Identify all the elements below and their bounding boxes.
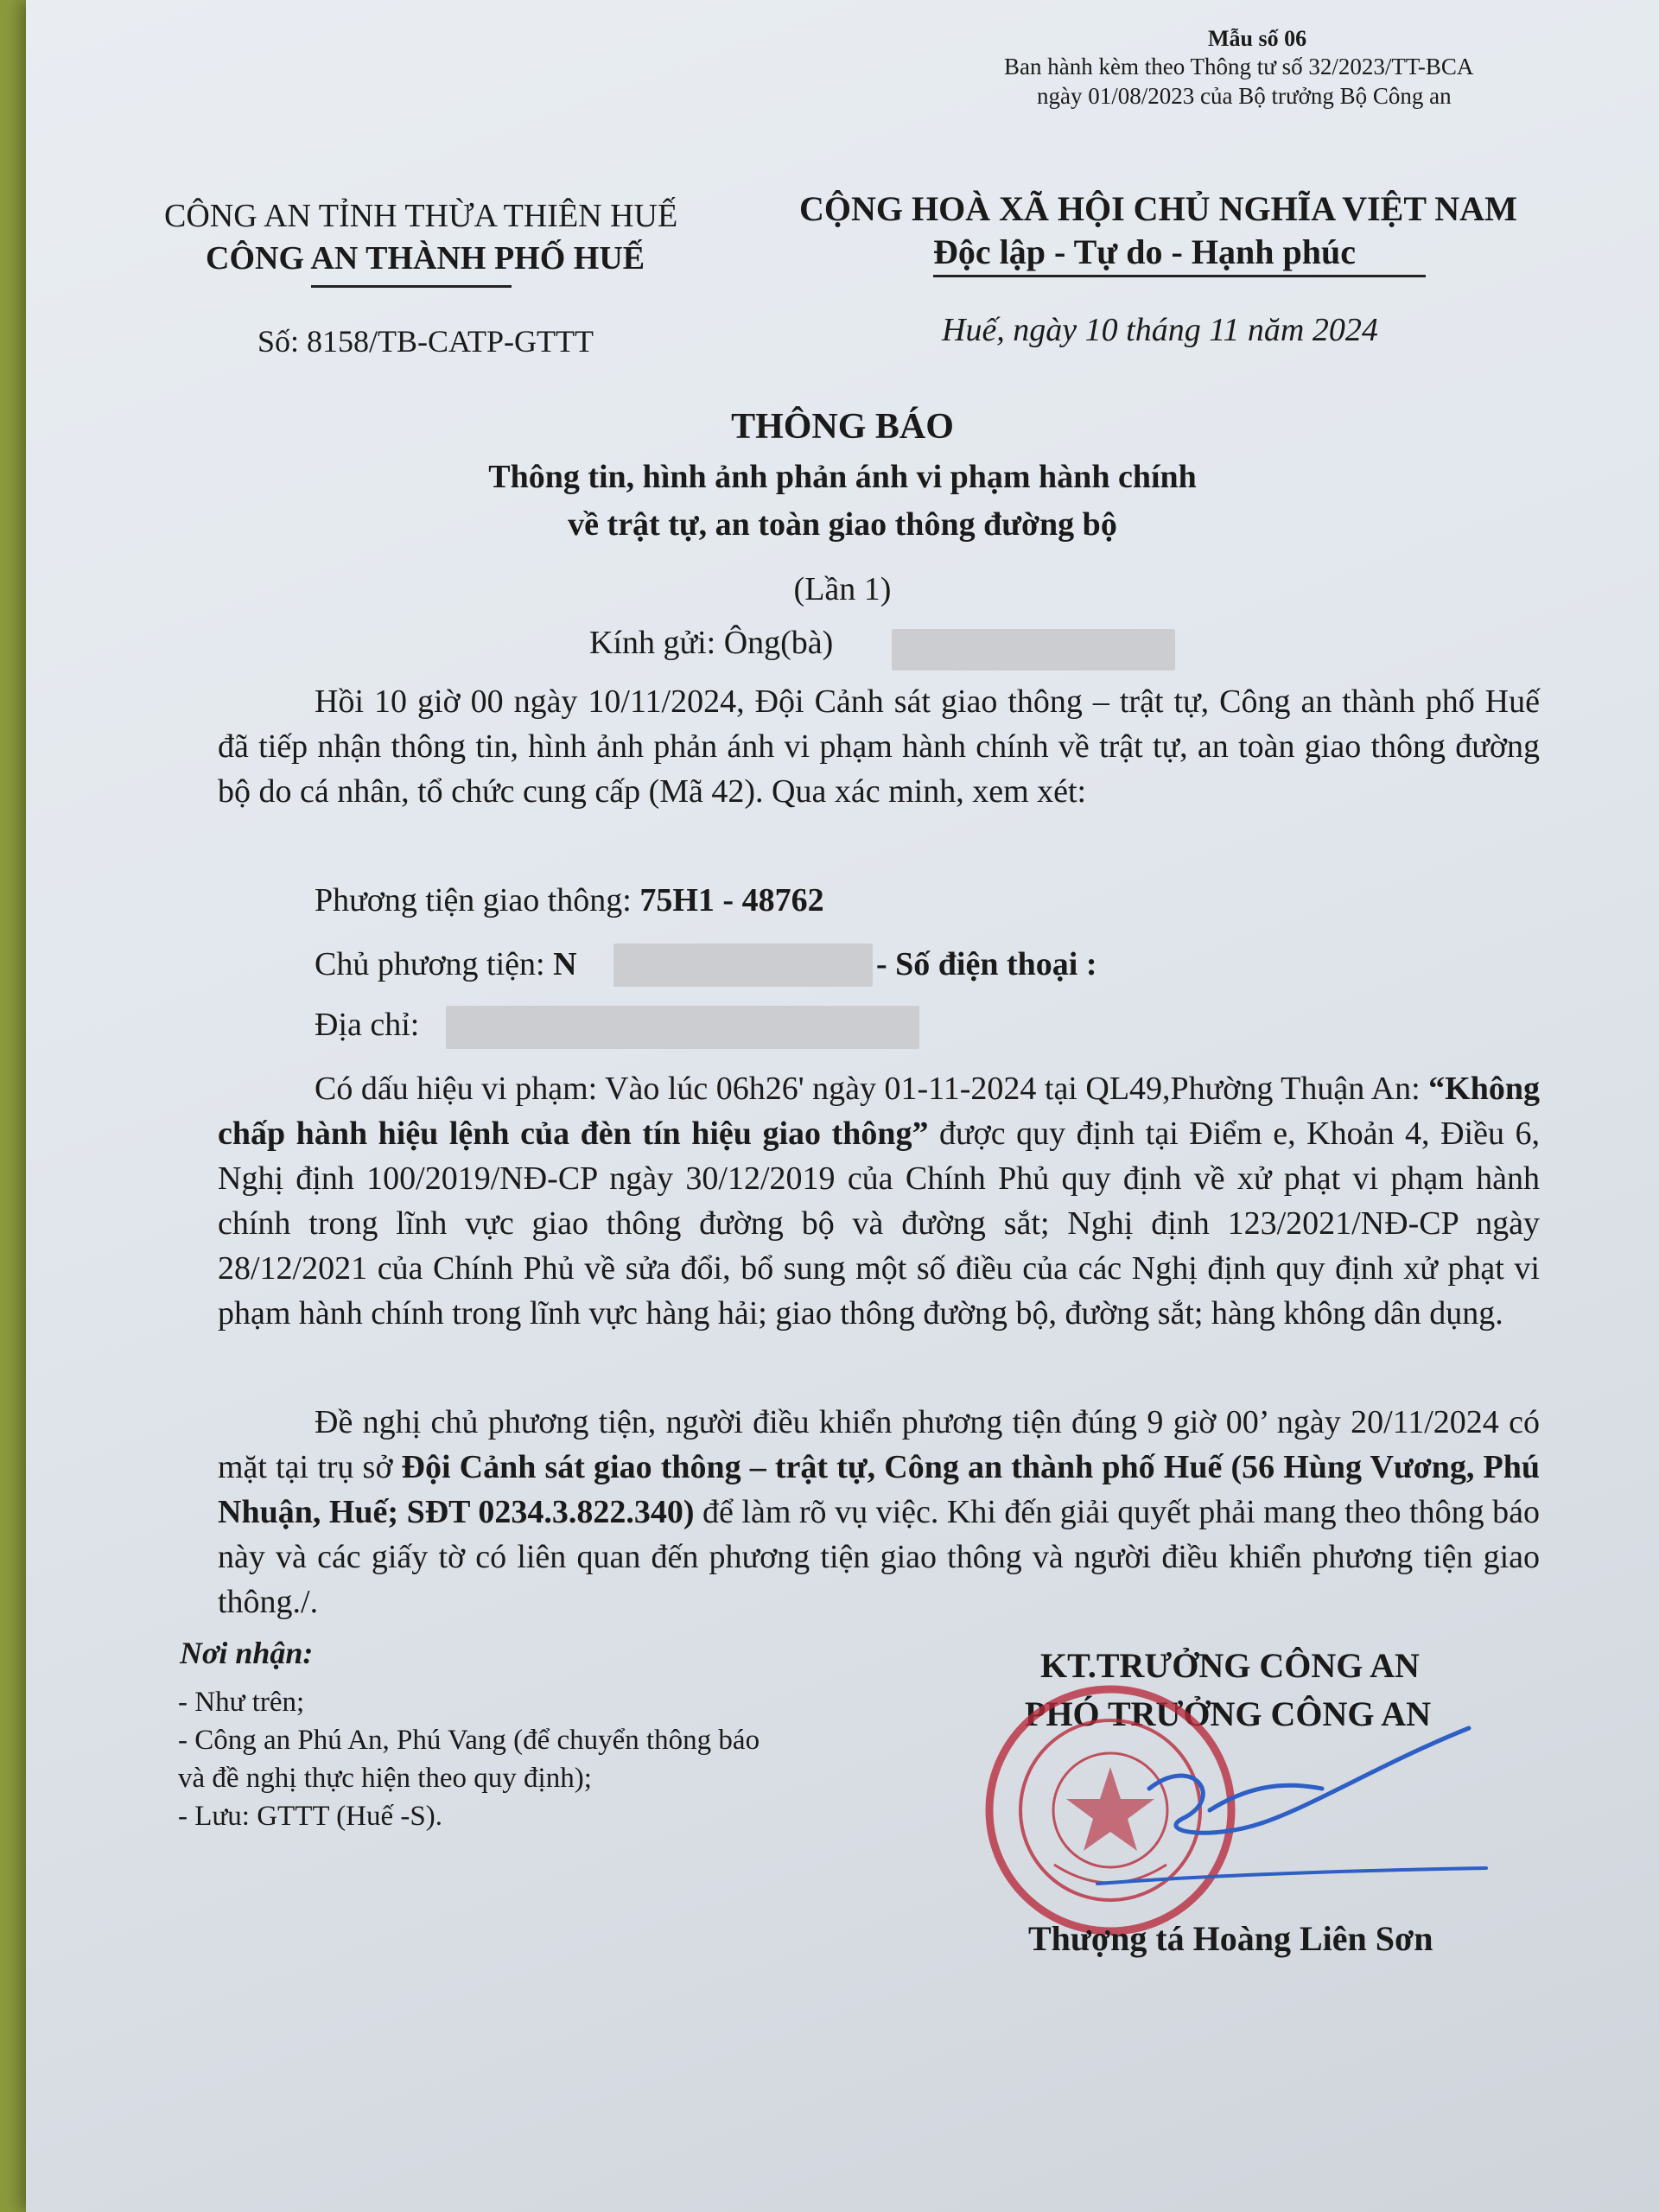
agency-underline (311, 285, 512, 288)
recipients-line-4: - Lưu: GTTT (Huế -S). (178, 1801, 442, 1832)
document-number: Số: 8158/TB-CATP-GTTT (257, 324, 594, 359)
recipient-label: Kính gửi: Ông(bà) (589, 625, 834, 661)
violation-text-a: Có dấu hiệu vi phạm: Vào lúc 06h26' ngày 01-11-2024 tại QL49,Phường Thuận An: (315, 1071, 1429, 1107)
national-motto: Độc lập - Tự do - Hạnh phúc (933, 232, 1356, 271)
form-reference-line2: ngày 01/08/2023 của Bộ trưởng Bộ Công an (1037, 83, 1452, 109)
recipients-line-2: - Công an Phú An, Phú Vang (để chuyển thông báo (178, 1725, 760, 1756)
request-location: Đội Cảnh sát giao thông – trật tự, Công an thành phố Huế (56 Hùng Vương, Phú Nhuận, Huế; SĐT 0234.3.822.340) (218, 1449, 1540, 1530)
paragraph-request (218, 1400, 1540, 1624)
request-text-a: Đề nghị chủ phương tiện, người điều khiển phương tiện đúng 9 giờ 00’ ngày 20/11/2024 có mặt tại trụ sở (218, 1404, 1540, 1485)
address-redacted (446, 1006, 919, 1049)
owner-label: Chủ phương tiện: (315, 946, 554, 982)
phone-label: - Số điện thoại : (876, 946, 1097, 982)
official-stamp (950, 1659, 1573, 1936)
form-number: Mẫu số 06 (1208, 26, 1307, 51)
notice-subtitle-1: Thông tin, hình ảnh phản ánh vi phạm hành chính (488, 459, 1197, 495)
request-text-b: để làm rõ vụ việc. Khi đến giải quyết phải mang theo thông báo này và các giấy tờ có liên quan đến phương tiện giao thông và người điều khiển phương tiện giao thông./. (218, 1494, 1540, 1620)
owner-field (315, 945, 577, 983)
form-reference-line1: Ban hành kèm theo Thông tư số 32/2023/TT-BCA (1004, 54, 1474, 79)
violation-text-b: được quy định tại Điểm e, Khoản 4, Điều 6, Nghị định 100/2019/NĐ-CP ngày 30/12/2019 của Chính Phủ quy định về xử phạt vi phạm hành chính trong lĩnh vực giao thông đường bộ và đường sắt; Nghị định 123/2021/NĐ-CP ngày 28/12/2021 của Chính Phủ về sửa đổi, bổ sung một số điều của các Nghị định quy định xử phạt vi phạm hành chính trong lĩnh vực hàng hải; giao thông đường bộ, đường sắt; hàng không dân dụng. (218, 1116, 1540, 1332)
vehicle-field (315, 881, 824, 919)
paragraph-intro: Hồi 10 giờ 00 ngày 10/11/2024, Đội Cảnh sát giao thông – trật tự, Công an thành phố Huế đã tiếp nhận thông tin, hình ảnh phản ánh vi phạm hành chính về trật tự, an toàn giao thông đường bộ do cá nhân, tổ chức cung cấp (Mã 42). Qua xác minh, xem xét: (218, 683, 1540, 810)
signer-name: Thượng tá Hoàng Liên Sơn (1028, 1919, 1433, 1958)
owner-name-redacted (613, 944, 873, 987)
notice-title: THÔNG BÁO (731, 407, 954, 447)
vehicle-label: Phương tiện giao thông: (315, 882, 640, 918)
recipient-name-redacted (892, 629, 1175, 671)
signature-title-2: PHÓ TRƯỞNG CÔNG AN (1025, 1694, 1432, 1733)
notice-round: (Lần 1) (793, 571, 892, 607)
agency-name: CÔNG AN THÀNH PHỐ HUẾ (206, 240, 645, 276)
recipients-line-1: - Như trên; (178, 1687, 305, 1718)
paragraph-violation (218, 1066, 1540, 1336)
owner-initial: N (553, 946, 577, 982)
place-date: Huế, ngày 10 tháng 11 năm 2024 (942, 312, 1378, 348)
signature-title-1: KT.TRƯỞNG CÔNG AN (1040, 1646, 1420, 1685)
motto-underline (933, 275, 1426, 277)
agency-parent: CÔNG AN TỈNH THỪA THIÊN HUẾ (164, 198, 678, 234)
recipients-line-3: và đề nghị thực hiện theo quy định); (178, 1763, 592, 1794)
national-title: CỘNG HOÀ XÃ HỘI CHỦ NGHĨA VIỆT NAM (799, 189, 1517, 228)
notice-subtitle-2: về trật tự, an toàn giao thông đường bộ (568, 506, 1117, 543)
violation-description: “Không chấp hành hiệu lệnh của đèn tín hiệu giao thông” (218, 1071, 1540, 1152)
address-label: Địa chỉ: (315, 1007, 420, 1043)
vehicle-plate: 75H1 - 48762 (639, 882, 824, 918)
recipients-title: Nơi nhận: (180, 1636, 314, 1670)
